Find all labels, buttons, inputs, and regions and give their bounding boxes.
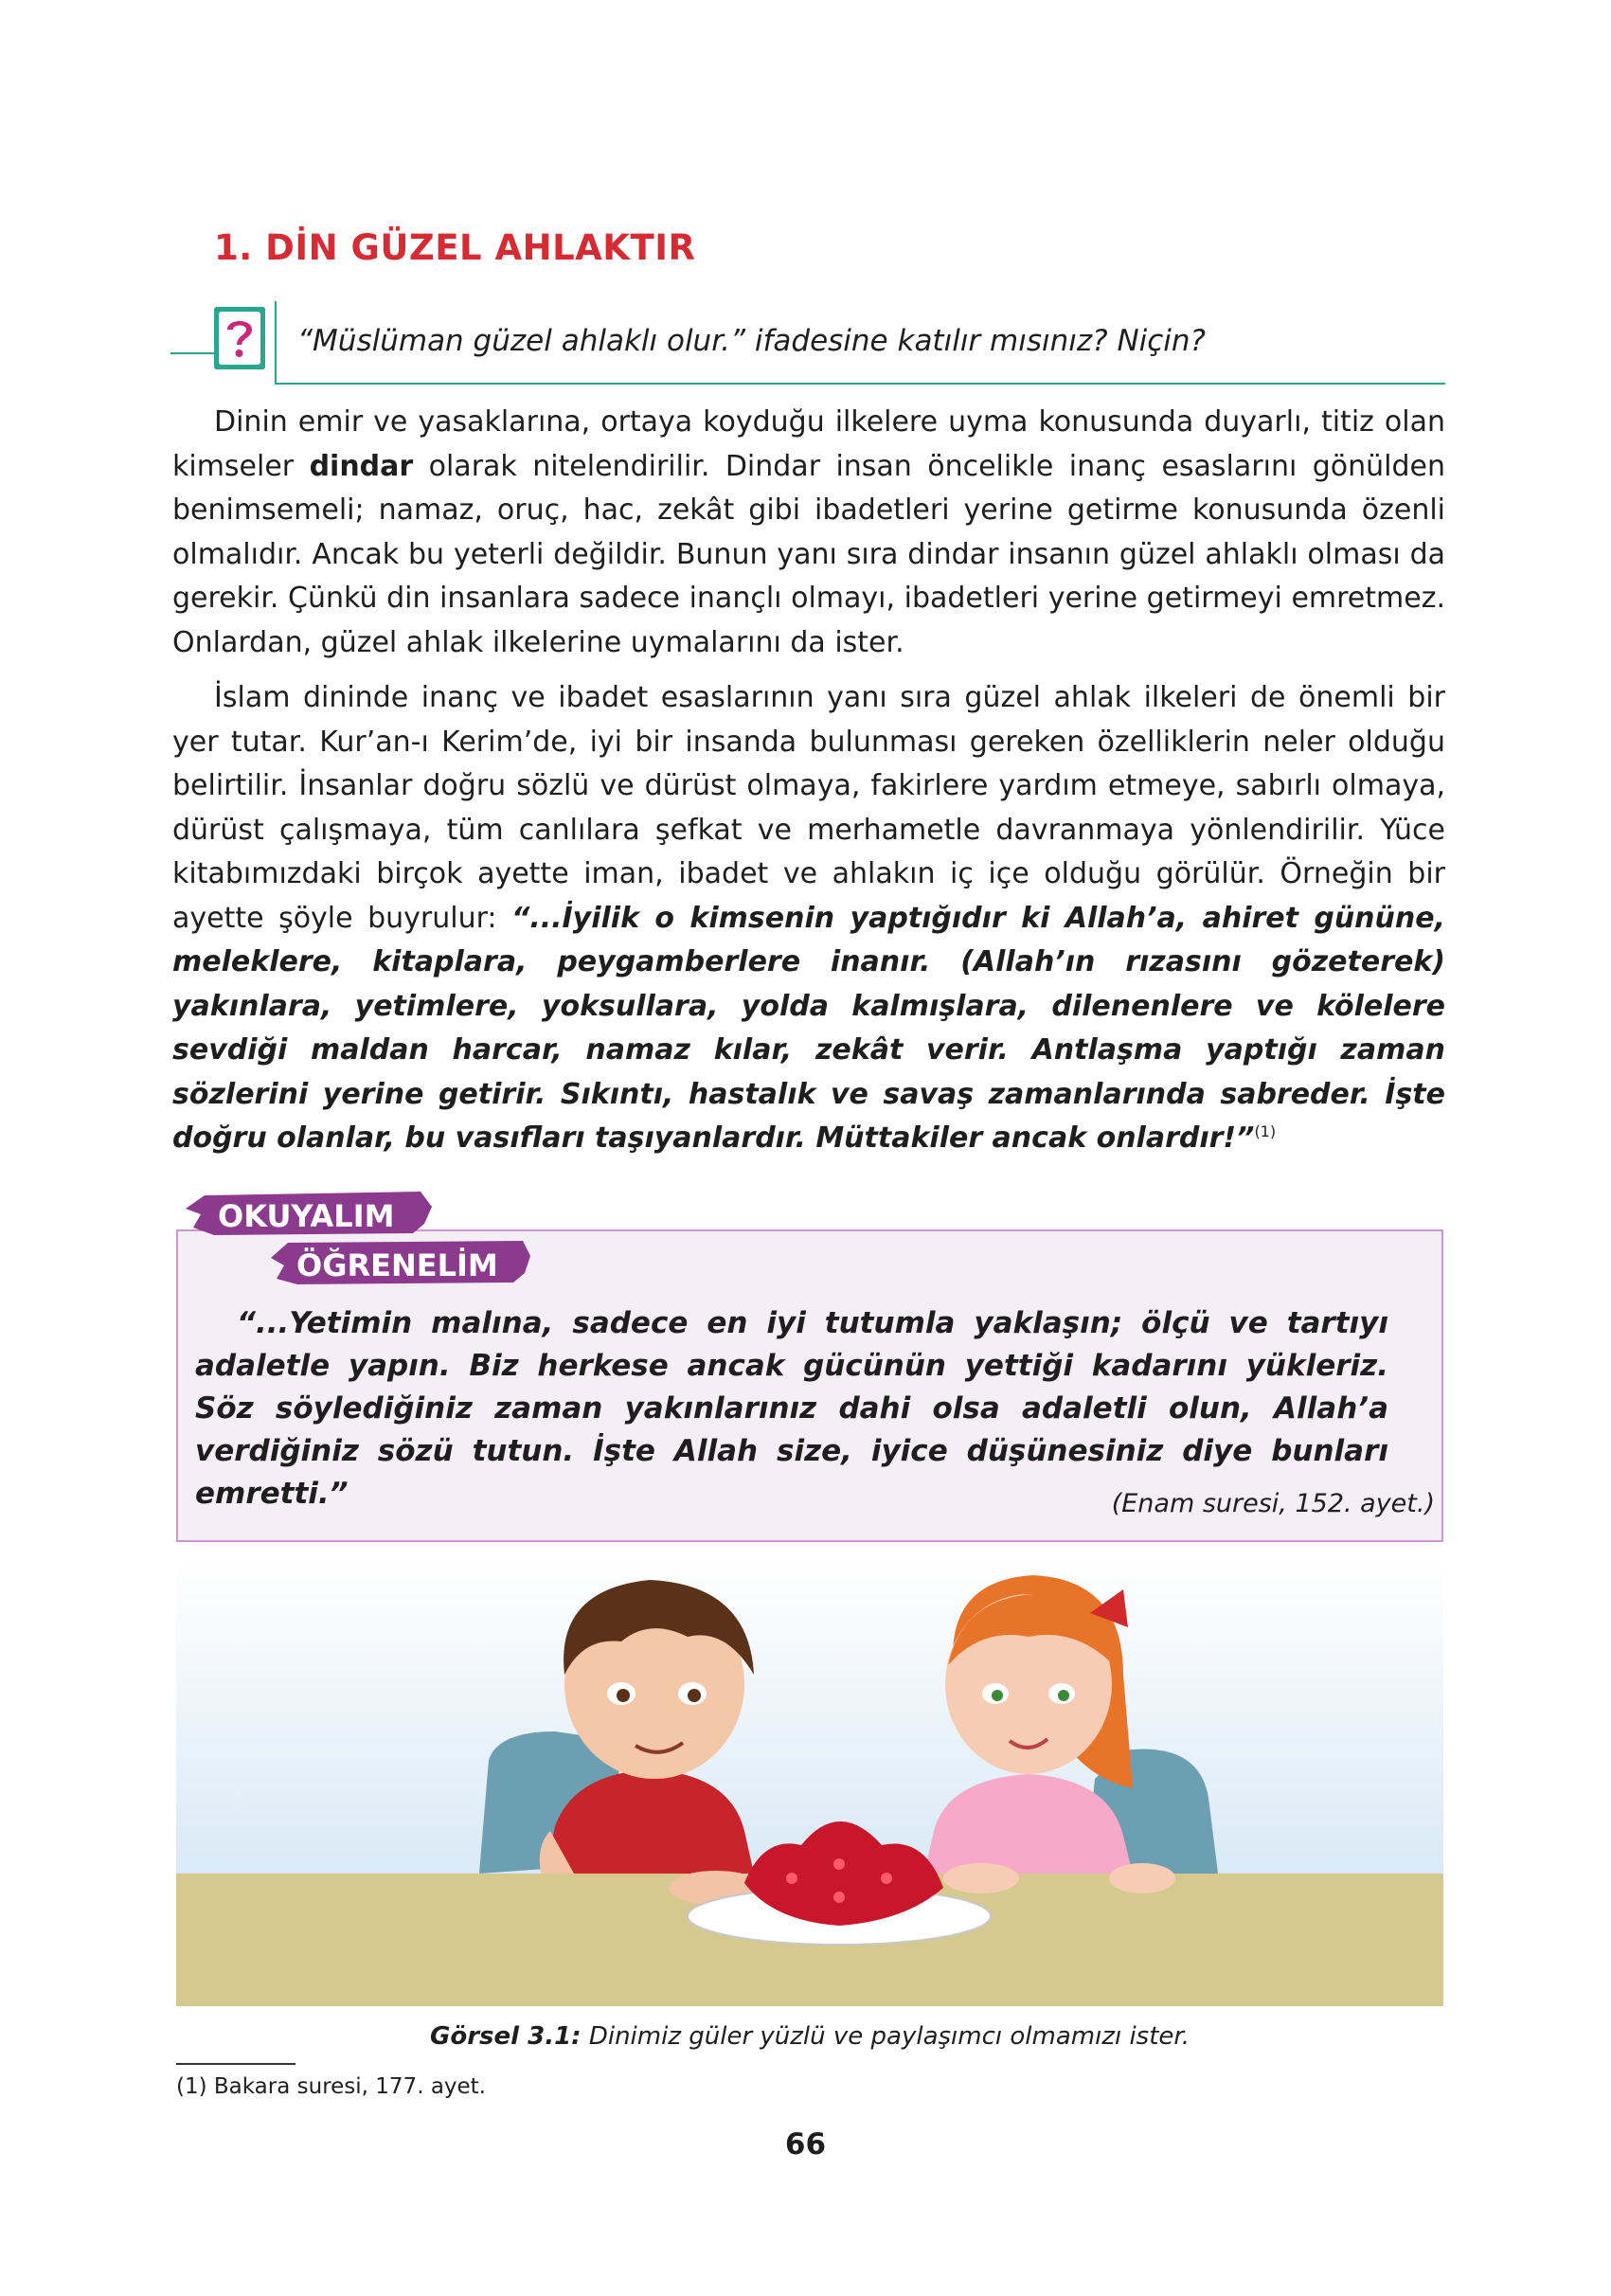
question-text: “Müslüman güzel ahlaklı olur.” ifadesine katılır mısınız? Niçin? [297, 324, 1207, 358]
illustration-children-sharing-pomegranate [176, 1561, 1443, 2006]
paragraph-1-text-a: Dinin emir ve yasaklarına, ortaya koyduğu ilkelere uyma konusunda duyarlı, titiz olan kimseler [172, 405, 1445, 483]
paragraph-1 [172, 401, 1445, 665]
page-number: 66 [784, 2127, 827, 2161]
question-rule-vertical [275, 301, 277, 385]
figure-caption [176, 2022, 1443, 2051]
question-rule-bottom [275, 383, 1445, 385]
question-mark-icon [214, 307, 265, 369]
banner-line-1: OKUYALIM [218, 1198, 395, 1234]
paragraph-2-verse-quote: “...İyilik o kimsenin yaptığıdır ki Allah’a, ahiret gününe, meleklere, kitaplara, peygamberlere inanır. (Allah’ın rızasını gözeterek) yakınlara, yetimlere, yoksullara, yolda kalmışlara, dilenenlere ve kölelere sevdiği maldan harcar, namaz kılar, zekât verir. Antlaşma yaptığı zaman sözlerini yerine getirir. Sıkıntı, hastalık ve savaş zamanlarında sabreder. İşte doğru olanlar, bu vasıfları taşıyanlardır. Müttakiler ancak onlardır!” [172, 901, 1445, 1155]
reading-box-source: (Enam suresi, 152. ayet.) [1111, 1489, 1435, 1518]
okuyalim-ogrenelim-banner [176, 1175, 536, 1296]
paragraph-1-bold-term: dindar [309, 449, 414, 483]
figure-caption-text: Dinimiz güler yüzlü ve paylaşımcı olmamızı ister. [581, 2022, 1190, 2051]
paragraph-1-text-b: olarak nitelendirilir. Dindar insan öncelikle inanç esaslarını gönülden benimsemeli; namaz, oruç, hac, zekât gibi ibadetleri yerine getirme konusunda özenli olmalıdır. Ancak bu yeterli değildir. Bunun yanı sıra dindar insanın güzel ahlaklı olması da gerekir. Çünkü din insanlara sadece inançlı olmayı, ibadetleri yerine getirmeyi emretmez. Onlardan, güzel ahlak ilkelerine uymalarını da ister. [172, 449, 1445, 659]
footnote-reference: (1) [1254, 1122, 1277, 1140]
banner-line-2: ÖĞRENELİM [296, 1247, 498, 1283]
footnote: (1) Bakara suresi, 177. ayet. [176, 2074, 486, 2099]
reading-box-quote: “...Yetimin malına, sadece en iyi tutumla yaklaşın; ölçü ve tartıyı adaletle yapın. Biz herkese ancak gücünün yettiği kadarını yükleriz. Söz söylediğiniz zaman yakınlarınız dahi olsa adaletli olun, Allah’a verdiğiniz sözü tutun. İşte Allah size, iyice düşünesiniz diye bunları emretti.” [195, 1306, 1388, 1511]
figure-caption-label: Görsel 3.1: [430, 2022, 582, 2051]
question-block [170, 301, 1445, 386]
paragraph-2-text: İslam dininde inanç ve ibadet esaslarının yanı sıra güzel ahlak ilkeleri de önemli bir yer tutar. Kur’an-ı Kerim’de, iyi bir insanda bulunması gereken özelliklerin neler olduğu belirtilir. İnsanlar doğru sözlü ve dürüst olmaya, fakirlere yardım etmeye, sabırlı olmaya, dürüst çalışmaya, tüm canlılara şefkat ve merhametle davranmaya yönlendirilir. Yüce kitabımızdaki birçok ayette iman, ibadet ve ahlakın iç içe olduğu görülür. Örneğin bir ayette şöyle buyrulur: [172, 681, 1445, 935]
paragraph-2 [172, 676, 1445, 1161]
section-heading: 1. DİN GÜZEL AHLAKTIR [214, 227, 696, 268]
question-rule-left [170, 352, 214, 354]
footnote-rule [176, 2063, 295, 2065]
